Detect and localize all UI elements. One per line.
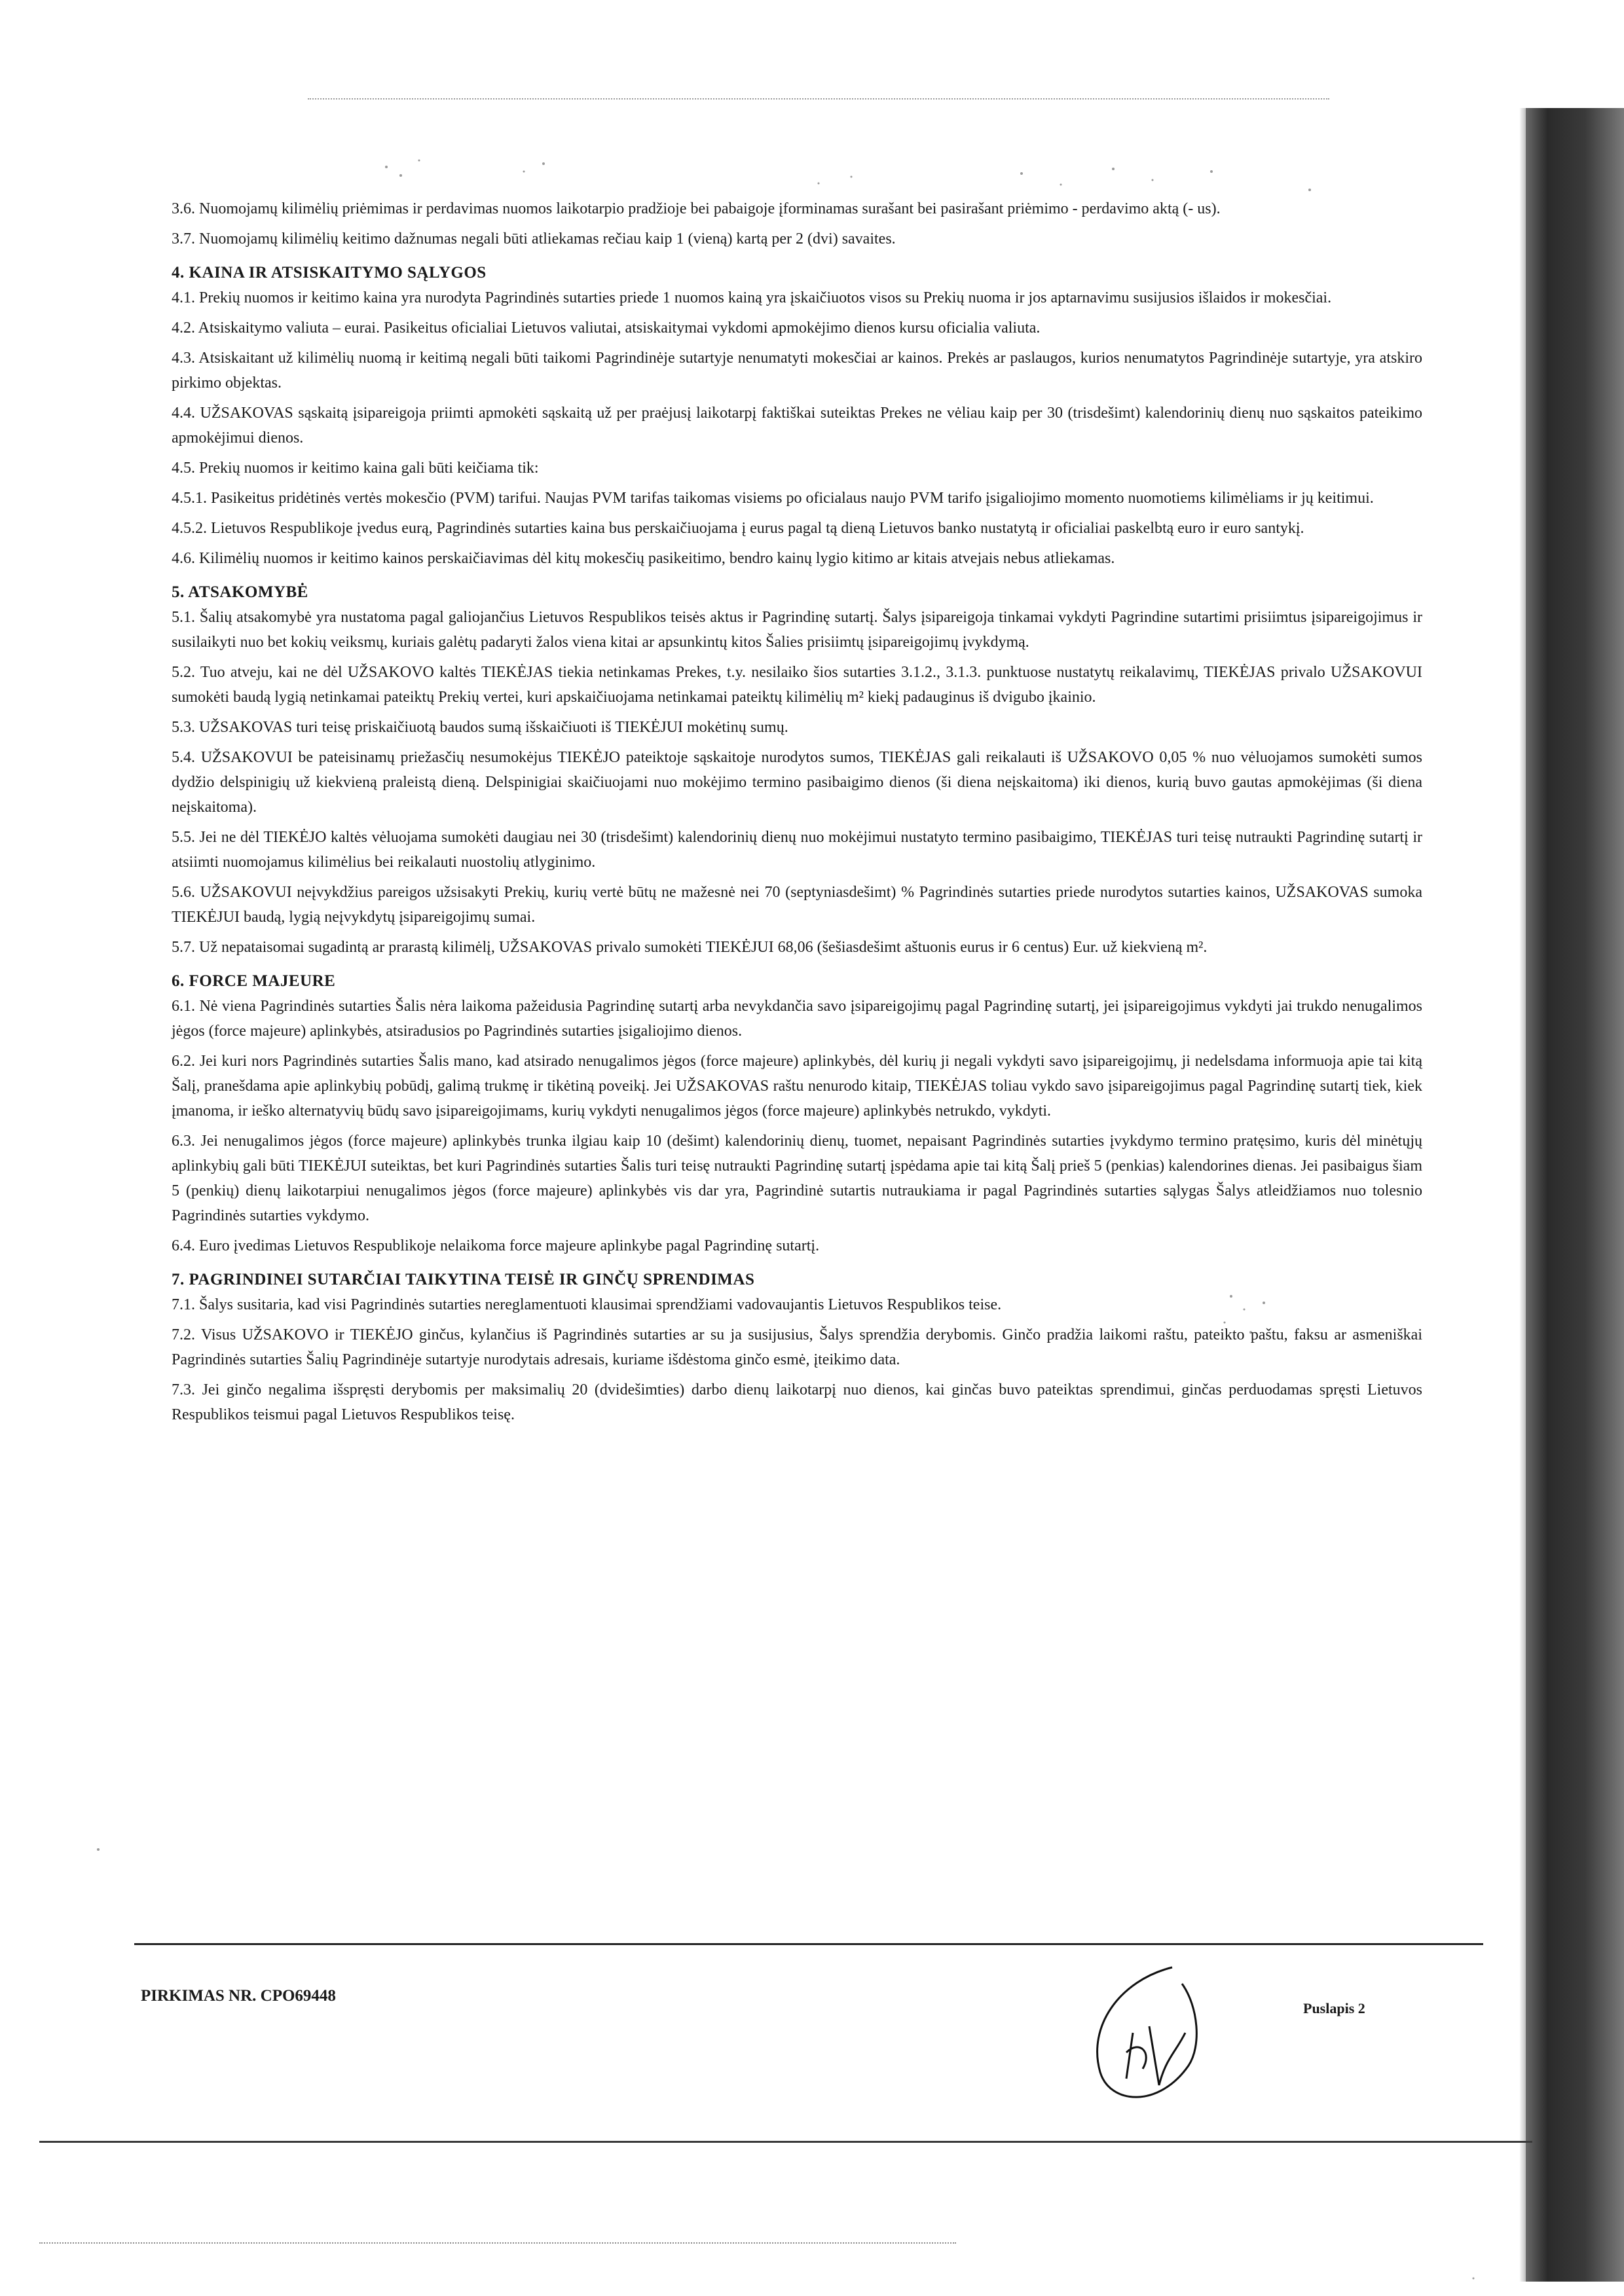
clause-paragraph: 5.2. Tuo atveju, kai ne dėl UŽSAKOVO kaltės TIEKĖJAS tiekia netinkamas Prekes, t.y. nesilaiko šios sutarties 3.1.2., 3.1.3. punktuose nustatytų reikalavimų, TIEKĖJAS privalo UŽSAKOVUI sumokėti baudą lygią netinkamai pateiktų Prekių vertei, kuri apskaičiuojama netinkamai pateiktų kilimėlių m² kiekį padauginus iš dvigubo įkainio. [172,664,1422,706]
clause-paragraph: 4.5.2. Lietuvos Respublikoje įvedus eurą, Pagrindinės sutarties kaina bus perskaičiuojama į eurus pagal tą dieną Lietuvos banko nustatytą ir oficialiai paskelbtą euro ir euro santykį. [172,520,1304,537]
clause-paragraph: 4.5. Prekių nuomos ir keitimo kaina gali būti keičiama tik: [172,460,539,477]
clause-paragraph: 5.7. Už nepataisomai sugadintą ar prarastą kilimėlį, UŽSAKOVAS privalo sumokėti TIEKĖJUI 68,06 (šešiasdešimt aštuonis eurus ir 6 centus) Eur. už kiekvieną m². [172,939,1208,956]
clause-paragraph: 5.4. UŽSAKOVUI be pateisinamų priežasčių nesumokėjus TIEKĖJO pateiktoje sąskaitoje nurodytos sumos, TIEKĖJAS gali reikalauti iš UŽSAKOVO 0,05 % nuo vėluojamos sumokėti sumos dydžio delspinigių už kiekvieną praleistą dieną. Delspinigiai skaičiuojami nuo mokėjimo termino pasibaigimo dienos (ši diena neįskaitoma) iki dienos, kurią buvo gautas apmokėjimas (ši diena neįskaitoma). [172,749,1422,816]
scan-bottom-dotted-line [39,2242,956,2244]
clause-paragraph: 4.4. UŽSAKOVAS sąskaitą įsipareigoja priimti apmokėti sąskaitą už per praėjusį laikotarpį faktiškai suteiktas Prekes ne vėliau kaip per 30 (trisdešimt) kalendorinių dienų nuo sąskaitos pateikimo apmokėjimui dienos. [172,405,1422,446]
clause-paragraph: 7.1. Šalys susitaria, kad visi Pagrindinės sutarties nereglamentuoti klausimai sprendžiami vadovaujantis Lietuvos Respublikos teise. [172,1296,1002,1313]
clause-paragraph: 3.6. Nuomojamų kilimėlių priėmimas ir perdavimas nuomos laikotarpio pradžioje bei pabaigoje įforminamas surašant bei pasirašant priėmimo - perdavimo aktą (- us). [172,200,1221,217]
handwritten-signature [1061,1954,1218,2118]
footer-divider [134,1943,1483,1945]
clause-paragraph: 4.1. Prekių nuomos ir keitimo kaina yra nurodyta Pagrindinės sutarties priede 1 nuomos kainą yra įskaičiuotos visos su Prekių nuoma ir jos aptarnavimu susijusios išlaidos ir mokesčiai. [172,289,1332,306]
clause-paragraph: 5.6. UŽSAKOVUI neįvykdžius pareigos užsisakyti Prekių, kurių vertė būtų ne mažesnė nei 70 (septyniasdešimt) % Pagrindinės sutarties priede nurodytos sutarties kainos, UŽSAKOVAS sumoka TIEKĖJUI baudą, lygią neįvykdytų įsipareigojimų sumai. [172,884,1422,926]
clause-paragraph: 6.3. Jei nenugalimos jėgos (force majeure) aplinkybės trunka ilgiau kaip 10 (dešimt) kalendorinių dienų, tuomet, nepaisant Pagrindinės sutarties įvykdymo termino pratęsimo, kuris dėl minėtųjų aplinkybių gali būti TIEKĖJUI suteiktas, bet kuri Pagrindinės sutarties Šalis turi teisę nutraukti Pagrindinę sutartį įspėdama apie tai kitą Šalį prieš 5 (penkias) kalendorines dienas. Jei pasibaigus šiam 5 (penkių) dienų laikotarpiui nenugalimos jėgos (force majeure) aplinkybės vis dar yra, Pagrindinė sutartis nutraukiama ir pagal Pagrindinės sutarties sąlygas Šalys atleidžiamos nuo tolesnio Pagrindinės sutarties vykdymo. [172,1133,1422,1224]
clause-paragraph: 5.3. UŽSAKOVAS turi teisę priskaičiuotą baudos sumą išskaičiuoti iš TIEKĖJUI mokėtinų sumų. [172,719,788,736]
section-heading: 6. FORCE MAJEURE [172,972,336,990]
clause-paragraph: 7.2. Visus UŽSAKOVO ir TIEKĖJO ginčus, kylančius iš Pagrindinės sutarties ar su ja susijusius, Šalys sprendžia derybomis. Ginčo pradžia laikomi raštu, pateikto paštu, faksu ar asmeniškai Pagrindinės sutarties Šalių Pagrindinėje sutartyje nurodytais adresais, kuriame išdėstoma ginčo esmė, įteikimo data. [172,1326,1422,1368]
clause-paragraph: 5.5. Jei ne dėl TIEKĖJO kaltės vėluojama sumokėti daugiau nei 30 (trisdešimt) kalendorinių dienų nuo mokėjimui nustatyto termino pasibaigimo, TIEKĖJAS turi teisę nutraukti Pagrindinę sutartį ir atsiimti nuomojamus kilimėlius bei reikalauti nuostolių atlyginimo. [172,829,1422,871]
section-heading: 5. ATSAKOMYBĖ [172,583,308,601]
clause-paragraph: 4.6. Kilimėlių nuomos ir keitimo kainos perskaičiavimas dėl kitų mokesčių pasikeitimo, bendro kainų lygio kitimo ar kitais atvejais nebus atliekamas. [172,550,1115,567]
page-number: Puslapis 2 [1303,2000,1365,2016]
section-heading: 4. KAINA IR ATSISKAITYMO SĄLYGOS [172,264,487,282]
clause-paragraph: 4.2. Atsiskaitymo valiuta – eurai. Pasikeitus oficialiai Lietuvos valiutai, atsiskaitymai vykdomi apmokėjimo dienos kursu oficialia valiuta. [172,319,1041,337]
scan-bottom-line [39,2141,1532,2143]
clause-paragraph: 4.5.1. Pasikeitus pridėtinės vertės mokesčio (PVM) tarifui. Naujas PVM tarifas taikomas visiems po oficialaus naujo PVM tarifo įsigaliojimo momento nuomotiems kilimėliams ir jų keitimui. [172,490,1374,507]
clause-paragraph: 6.1. Nė viena Pagrindinės sutarties Šalis nėra laikoma pažeidusia Pagrindinę sutartį arba nevykdančia savo įsipareigojimų pagal Pagrindinę sutartį, jei įsipareigojimus vykdyti jai trukdo nenugalimos jėgos (force majeure) aplinkybės, atsiradusios po Pagrindinės sutarties įsigaliojimo dienos. [172,998,1422,1040]
clause-paragraph: 6.2. Jei kuri nors Pagrindinės sutarties Šalis mano, kad atsirado nenugalimos jėgos (force majeure) aplinkybės, dėl kurių ji negali vykdyti savo įsipareigojimų, ji nedelsdama informuoja apie tai kitą Šalį, pranešdama apie aplinkybių pobūdį, galimą trukmę ir tikėtiną poveikį. Jei UŽSAKOVAS raštu nenurodo kitaip, TIEKĖJAS toliau vykdo savo įsipareigojimus pagal Pagrindinę sutartį tiek, kiek įmanoma, ir ieško alternatyvių būdų savo įsipareigojimams, kurių vykdyti nenugalimos jėgos (force majeure) aplinkybės netrukdo, vykdyti. [172,1053,1422,1120]
clause-paragraph: 5.1. Šalių atsakomybė yra nustatoma pagal galiojančius Lietuvos Respublikos teisės aktus ir Pagrindinę sutartį. Šalys įsipareigoja tinkamai vykdyti Pagrindine sutartimi prisiimtus įsipareigojimus ir susilaikyti nuo bet kokių veiksmų, kuriais galėtų padaryti žalos viena kitai ar apsunkintų kitos Šalies prisiimtų įsipareigojimų įvykdymą. [172,609,1422,651]
section-heading: 7. PAGRINDINEI SUTARČIAI TAIKYTINA TEISĖ IR GINČŲ SPRENDIMAS [172,1271,755,1288]
clause-paragraph: 3.7. Nuomojamų kilimėlių keitimo dažnumas negali būti atliekamas rečiau kaip 1 (vieną) kartą per 2 (dvi) savaites. [172,230,896,247]
clause-paragraph: 7.3. Jei ginčo negalima išspręsti derybomis per maksimalių 20 (dvidešimties) darbo dienų laikotarpį nuo dienos, kai ginčas buvo pateiktas sprendimui, ginčas perduodamas spręsti Lietuvos Respublikos teismui pagal Lietuvos Respublikos teisę. [172,1381,1422,1423]
clause-paragraph: 6.4. Euro įvedimas Lietuvos Respublikoje nelaikoma force majeure aplinkybe pagal Pagrindinę sutartį. [172,1237,820,1254]
clause-paragraph: 4.3. Atsiskaitant už kilimėlių nuomą ir keitimą negali būti taikomi Pagrindinėje sutartyje nenumatyti mokesčiai ar kainos. Prekės ar paslaugos, kurios nenumatytos Pagrindinėje sutartyje, yra atskiro pirkimo objektas. [172,350,1422,392]
contract-body [172,196,1422,1432]
purchase-number: PIRKIMAS NR. CPO69448 [141,1987,336,2005]
